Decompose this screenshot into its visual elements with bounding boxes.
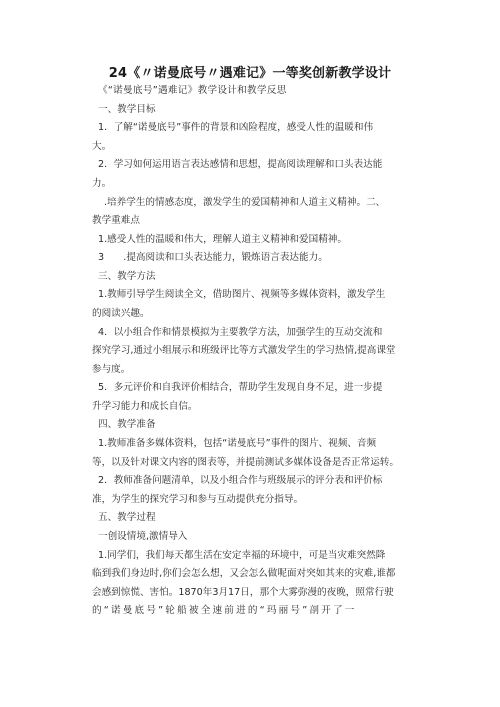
subsection-heading: 一创设情境,激情导入 (98, 531, 188, 542)
paragraph-line: 5．多元评价和自我评价相结合，帮助学生发现自身不足，进一步提 (98, 382, 383, 393)
section-heading-methods: 三、教学方法 (98, 271, 156, 282)
paragraph-line: 2．学习如何运用语言表达感情和思想，提高阅读理解和口头表达能 (98, 159, 383, 170)
paragraph-line: 4．以小组合作和情景模拟为主要教学方法，加强学生的互动交流和 (98, 327, 383, 338)
subtitle-line: 《“诺曼底号”遇难记》教学设计和教学反思 (98, 85, 287, 96)
paragraph-line: 会感到惊慌、害怕。1870年3月17日，那个大雾弥漫的夜晚，照常行驶 (92, 587, 394, 598)
paragraph-line: 的“诺曼底号”轮船被全速前进的“玛丽号”剖开了一 (92, 605, 357, 616)
paragraph-line: 力。 (92, 178, 112, 189)
paragraph-line: 1.感受人性的温暖和伟大，理解人道主义精神和爱国精神。 (98, 234, 347, 245)
paragraph-line: 准，为学生的探究学习和参与互动提供充分指导。 (92, 494, 304, 505)
paragraph-line: 1.教师引导学生阅读全文，借助图片、视频等多媒体资料，激发学生 (98, 289, 386, 300)
section-heading-preparation: 四、教学准备 (98, 419, 156, 430)
paragraph-line: 大。 (92, 141, 112, 152)
paragraph-line: .培养学生的情感态度，激发学生的爱国精神和人道主义精神。二、 (104, 197, 386, 208)
paragraph-line: 的阅读兴趣。 (92, 308, 150, 319)
paragraph-line: 1.教师准备多媒体资料，包括“诺曼底号”事件的图片、视频、音频 (98, 438, 377, 449)
section-heading-process: 五、教学过程 (98, 512, 156, 523)
paragraph-line: 1.同学们，我们每天都生活在安定幸福的环境中，可是当灾难突然降 (98, 550, 386, 561)
paragraph-line: 临到我们身边时,你们会怎么想，又会怎么做呢面对突如其来的灾难,谁都 (92, 568, 396, 579)
paragraph-line: 探究学习,通过小组展示和班级评比等方式激发学生的学习热情,提高课堂 (92, 345, 396, 356)
paragraph-line: 2．教师准备问题清单，以及小组合作与班级展示的评分表和评价标 (98, 475, 383, 486)
paragraph-line: 3 .提高阅读和口头表达能力，锻炼语言表达能力。 (98, 252, 328, 263)
paragraph-line: 等，以及针对课文内容的图表等，并提前测试多媒体设备是否正常运转。 (92, 457, 399, 468)
section-heading-key-points: 教学重难点 (92, 215, 140, 226)
section-heading-objectives: 一、教学目标 (98, 104, 156, 115)
paragraph-line: 升学习能力和成长自信。 (92, 401, 198, 412)
document-title: 24《〃诺曼底号〃遇难记》一等奖创新教学设计 (108, 66, 392, 81)
paragraph-line: 1．了解“诺曼底号”事件的背景和凶险程度，感受人性的温暖和伟 (98, 122, 374, 133)
paragraph-line: 参与度。 (92, 364, 131, 375)
